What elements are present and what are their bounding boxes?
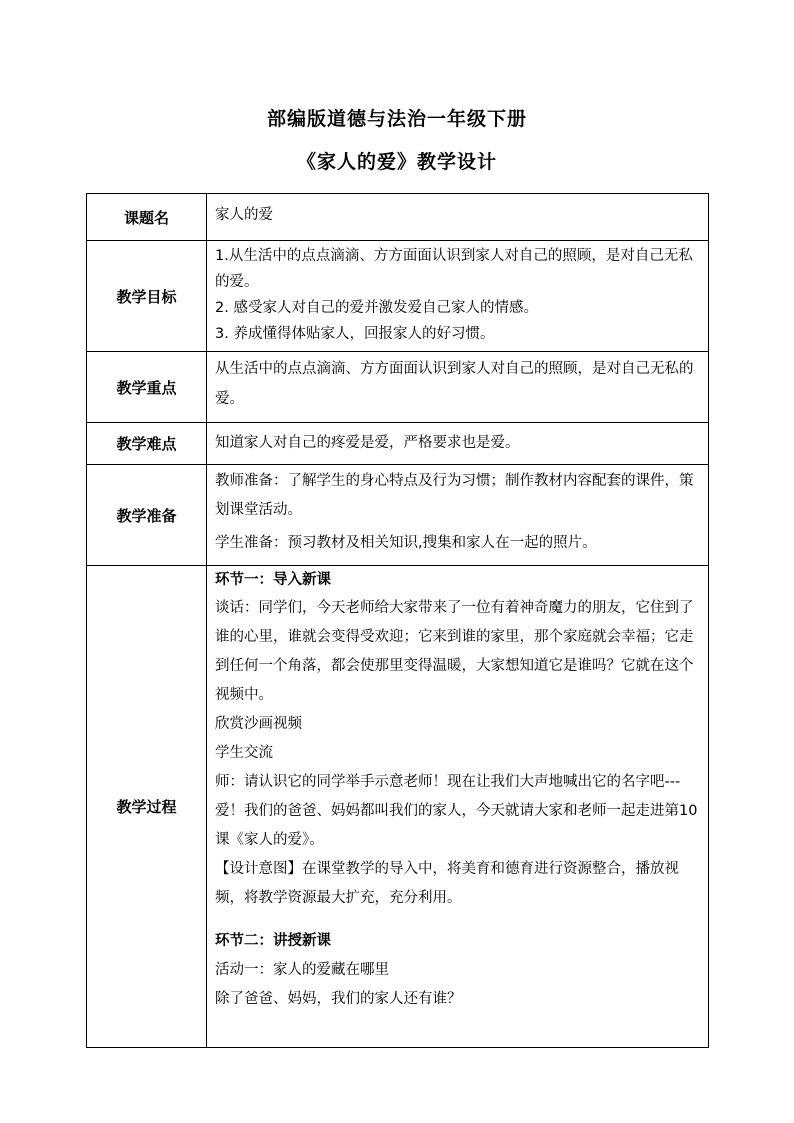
topic-value (207, 194, 709, 241)
process-label: 教学过程 (87, 566, 207, 1048)
table-row-process (87, 566, 709, 1048)
topic-text: 家人的爱 (215, 207, 273, 223)
topic-label: 课题名 (87, 194, 207, 241)
teacher-preparation: 教师准备：了解学生的身心特点及行为习惯；制作教材内容配套的课件，策划课堂活动。 (215, 473, 694, 518)
document-title: 部编版道德与法治一年级下册 (266, 108, 527, 130)
key-points-content (207, 352, 709, 423)
table-row-difficulties (87, 423, 709, 465)
spacer (215, 913, 702, 927)
table-row-topic (87, 194, 709, 241)
section-1-title: 环节一：导入新课 (215, 572, 331, 588)
watch-video-line: 欣赏沙画视频 (215, 716, 302, 732)
teacher-line: 师：请认识它的同学举手示意老师！现在让我们大声地喊出它的名字吧---爱！我们的爸爸、妈妈都叫我们的家人，今天就请大家和老师一起走进第10课《家人的爱》。 (215, 774, 698, 848)
goal-item-1: 1.从生活中的点点滴滴、方方面面认识到家人对自己的照顾，是对自己无私的爱。 (215, 248, 693, 290)
preparation-content (207, 465, 709, 566)
activity-1-line: 活动一：家人的爱藏在哪里 (215, 962, 389, 978)
difficulties-content (207, 423, 709, 465)
table-row-preparation (87, 465, 709, 566)
table-row-goals (87, 241, 709, 352)
key-points-text: 从生活中的点点滴滴、方方面面认识到家人对自己的照顾，是对自己无私的爱。 (215, 361, 694, 407)
goal-item-2: 2. 感受家人对自己的爱并激发爱自己家人的情感。 (215, 300, 538, 316)
goals-label: 教学目标 (87, 241, 207, 352)
design-intent: 【设计意图】在课堂教学的导入中，将美育和德育进行资源整合，播放视频，将教学资源最大扩充，充分利用。 (215, 861, 679, 906)
section-2-title: 环节二：讲授新课 (215, 933, 331, 949)
preparation-label: 教学准备 (87, 465, 207, 566)
student-exchange-line: 学生交流 (215, 745, 273, 761)
goal-item-3: 3. 养成懂得体贴家人，回报家人的好习惯。 (215, 326, 495, 342)
student-preparation: 学生准备：预习教材及相关知识,搜集和家人在一起的照片。 (215, 535, 597, 551)
goals-content (207, 241, 709, 352)
difficulties-text: 知道家人对自己的疼爱是爱，严格要求也是爱。 (215, 434, 520, 451)
question-line: 除了爸爸、妈妈，我们的家人还有谁？ (215, 991, 462, 1007)
lesson-design-table (86, 193, 709, 1048)
table-row-key-points (87, 352, 709, 423)
difficulties-label: 教学难点 (87, 423, 207, 465)
document-subtitle: 《家人的爱》教学设计 (296, 151, 497, 173)
key-points-label: 教学重点 (87, 352, 207, 423)
talk-paragraph: 谈话：同学们，今天老师给大家带来了一位有着神奇魔力的朋友，它住到了谁的心里，谁就会变得受欢迎；它来到谁的家里，那个家庭就会幸福；它走到任何一个角落，都会使那里变得温暖，大家想知道它是谁吗？它就在这个视频中。 (215, 600, 694, 703)
process-content (207, 566, 709, 1048)
